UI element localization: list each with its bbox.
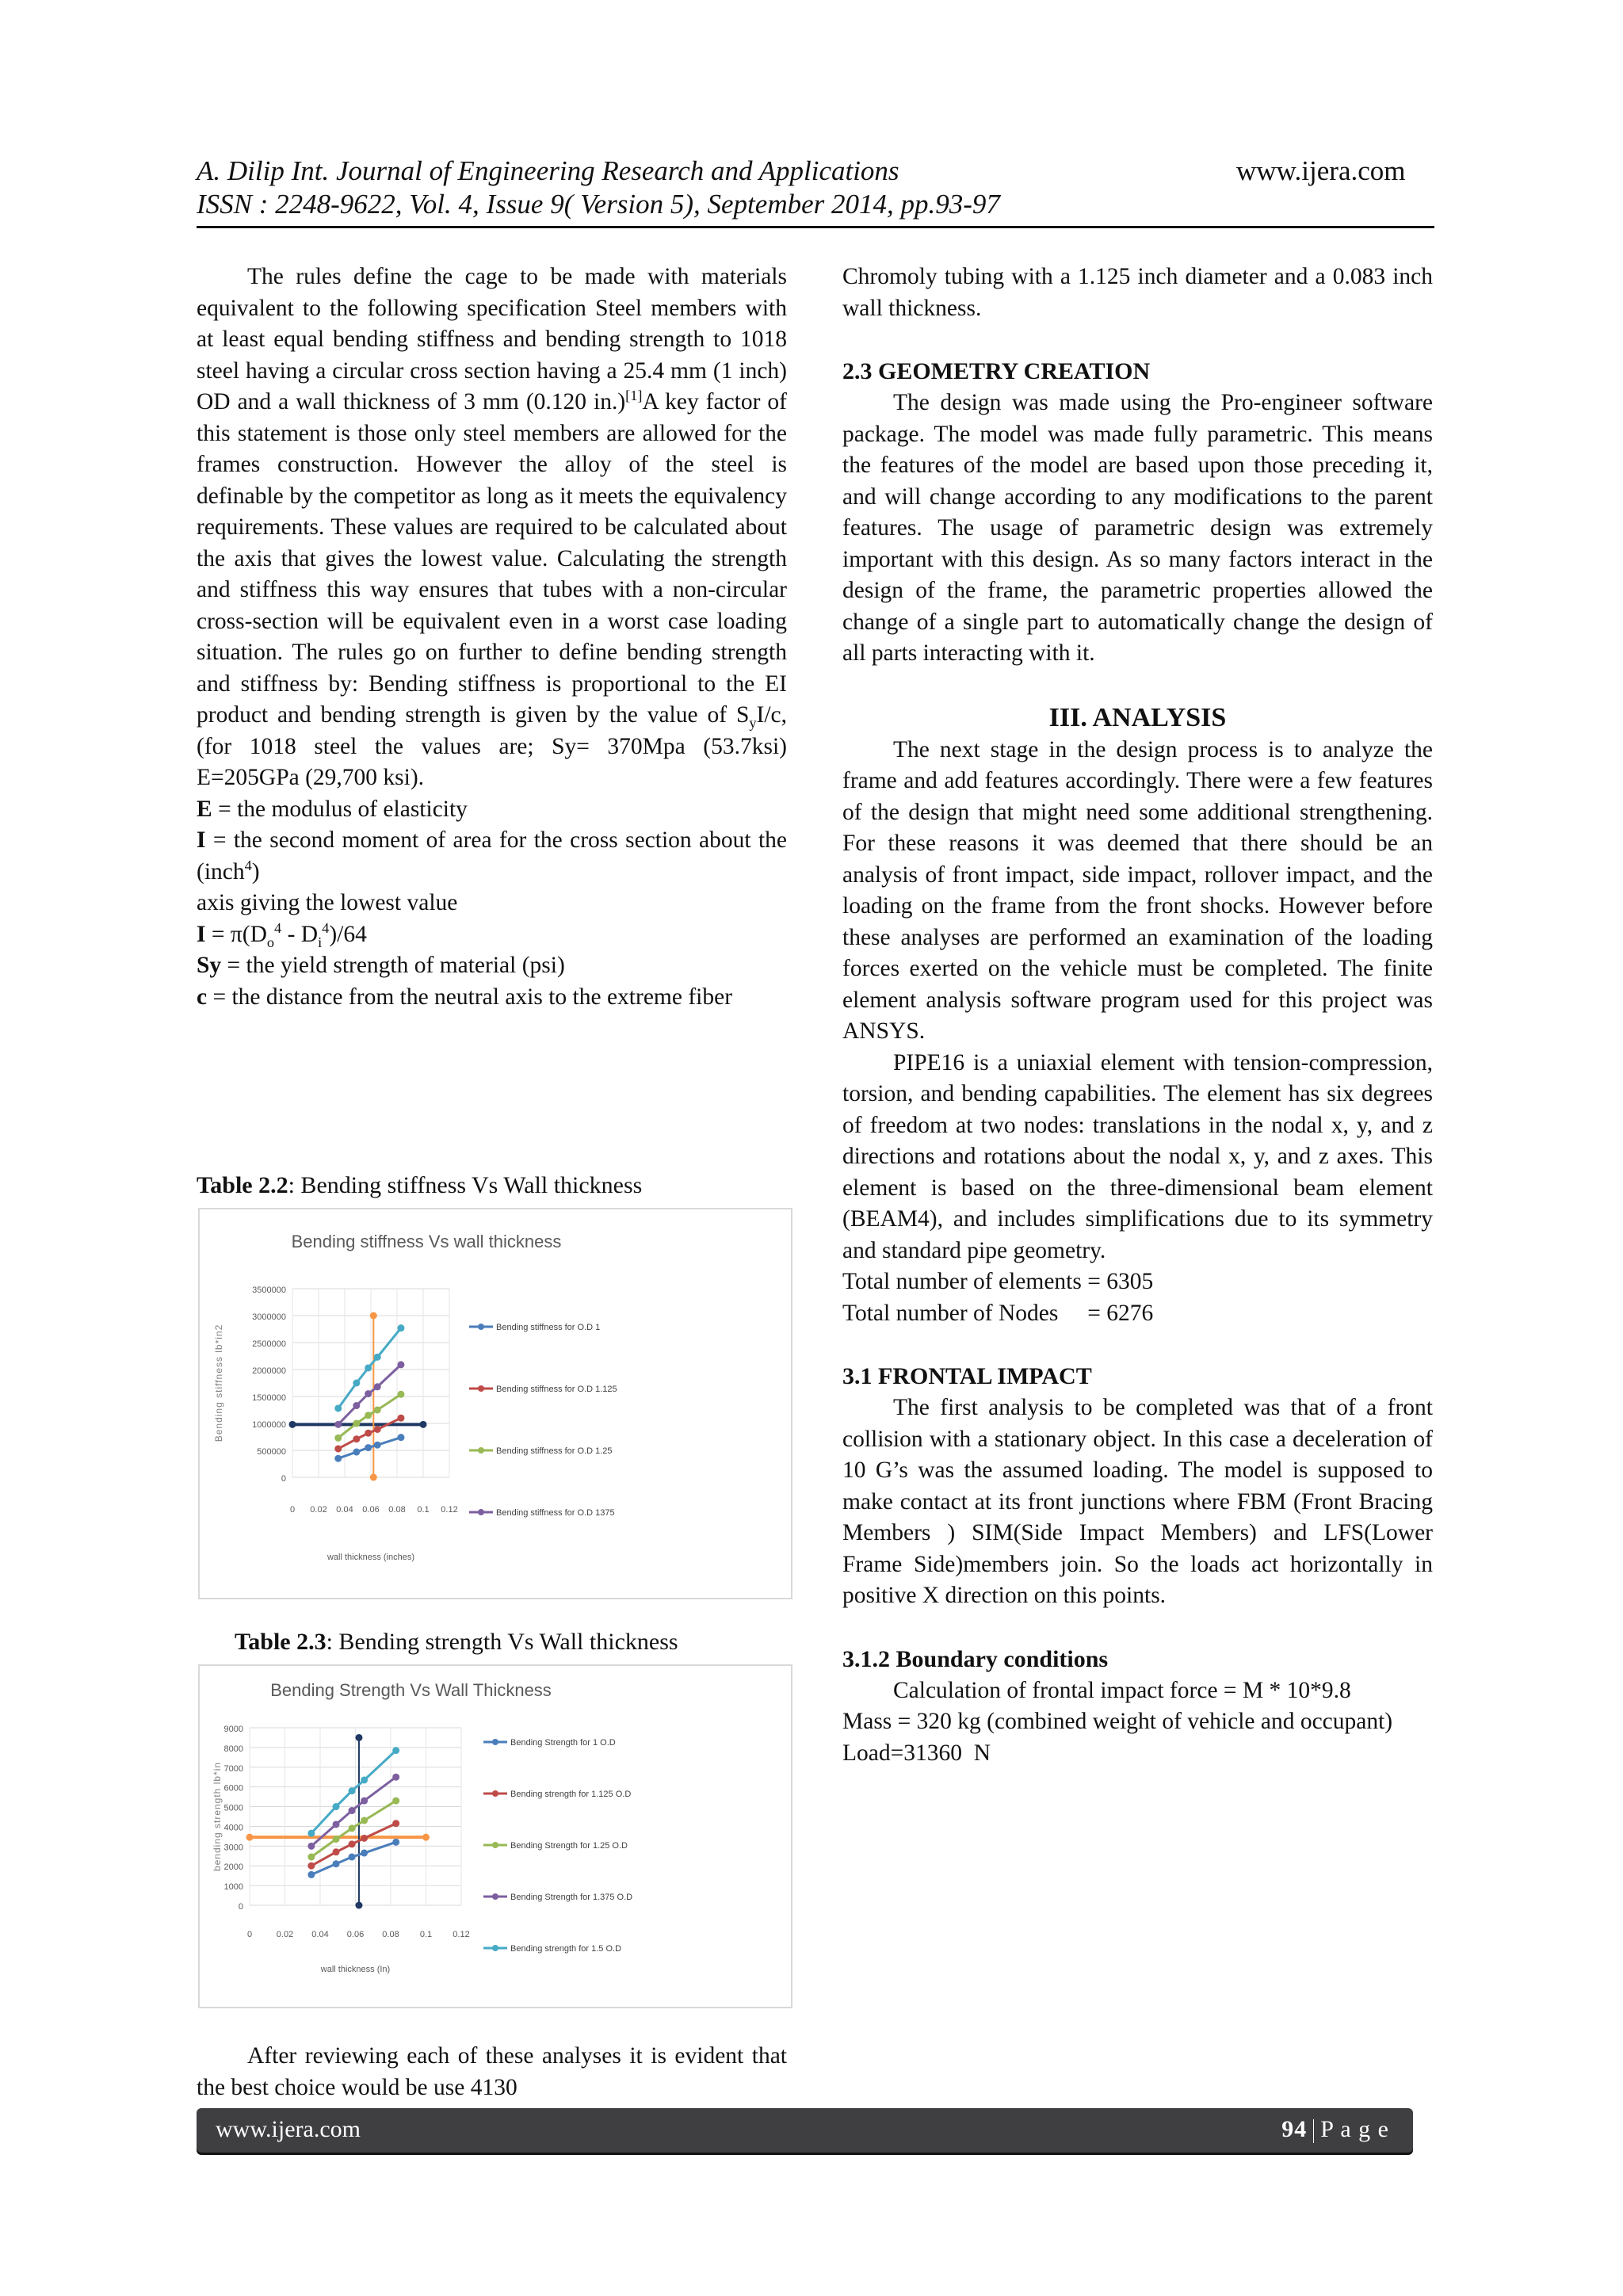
- section-3-1-body: The first analysis to be completed was that of a front collision with a stationary object. In this case a deceleration of 10 G’s was the assumed loading. The model is supposed to make contact at its front junctions where FBM (Front Bracing Members ) SIM(Side Impact Members) and LFS(Lower Frame Side)members join. So the loads act horizontally in positive X direction on this points.: [842, 1395, 1433, 1608]
- section-3-body: The next stage in the design process is to analyze the frame and add features accordingly. There were a few features of the design that might need some additional strengthening. For these reasons it was deemed that there should be an analysis of front impact, side impact, rollover impact, and the loading on the frame from the front shocks. However before these analyses are performed an examination of the loading forces exerted on the vehicle must be completed. The finite element analysis software program used for this project was ANSYS.: [842, 736, 1433, 1044]
- data-point: [361, 1835, 368, 1842]
- x-tick-label: 0.06: [346, 1930, 365, 1939]
- x-tick-label: 0: [246, 1930, 253, 1939]
- x-tick-label: 0.12: [453, 1930, 470, 1939]
- y-tick-label: 9000: [223, 1725, 243, 1734]
- legend-entry: Bending Strength for 1.375 O.D: [510, 1893, 633, 1902]
- y-tick-label: 3000: [223, 1843, 243, 1853]
- data-point: [334, 1455, 342, 1462]
- data-point: [392, 1839, 399, 1846]
- page-number: 94: [1281, 2116, 1308, 2142]
- closing-paragraph: After reviewing each of these analyses it is evident that the best choice would be use 4130: [197, 2043, 787, 2100]
- y-tick-label: 2500000: [252, 1339, 286, 1349]
- left-column: [197, 262, 787, 1013]
- data-point: [374, 1426, 381, 1433]
- y-tick-label: 3500000: [252, 1286, 286, 1295]
- data-point: [333, 1848, 340, 1855]
- y-axis-label: Bending stiffness lb*in2: [213, 1324, 224, 1442]
- x-tick-label: 0.02: [310, 1505, 327, 1515]
- data-point: [353, 1380, 360, 1387]
- citation-ref[interactable]: [1]: [625, 388, 643, 404]
- data-point: [333, 1860, 340, 1867]
- data-point: [365, 1444, 372, 1451]
- formula-i: $I = \pi(D_o^4 - D_i^4)/64$: [197, 919, 367, 950]
- x-axis-label: wall thickness (inches): [327, 1553, 415, 1562]
- calc-line: Calculation of frontal impact force = M * 10*9.8: [893, 1677, 1351, 1703]
- data-point: [353, 1449, 360, 1456]
- total-nodes: Total number of Nodes = 6276: [842, 1300, 1154, 1326]
- chart-title: Bending Strength Vs Wall Thickness: [270, 1680, 552, 1700]
- footer-page: [1281, 2116, 1389, 2143]
- y-tick-label: 1000000: [252, 1420, 286, 1430]
- load-line: Load=31360 N: [842, 1740, 991, 1766]
- y-tick-label: 8000: [223, 1744, 243, 1754]
- x-tick-label: 0.08: [388, 1505, 406, 1515]
- y-tick-label: 500000: [257, 1447, 286, 1457]
- y-axis-label: bending strength lb*in: [212, 1761, 223, 1872]
- chart-bending-strength: [198, 1664, 792, 2008]
- data-point: [334, 1421, 342, 1428]
- y-tick-label: 2000000: [252, 1366, 286, 1376]
- data-point: [365, 1364, 372, 1371]
- header-website: www.ijera.com: [1236, 155, 1406, 186]
- data-point: [374, 1442, 381, 1449]
- x-tick-label: 0.08: [382, 1930, 399, 1939]
- footer-website[interactable]: www.ijera.com: [216, 2116, 361, 2142]
- data-point: [397, 1391, 404, 1398]
- x-tick-label: 0.12: [441, 1505, 458, 1515]
- data-point: [353, 1402, 360, 1409]
- legend-entry: Bending Strength for 1 O.D: [510, 1738, 616, 1748]
- legend-entry: Bending stiffness for O.D 1375: [496, 1508, 615, 1518]
- legend-entry: Bending strength for 1.125 O.D: [510, 1790, 632, 1799]
- x-tick-label: 0.04: [336, 1505, 353, 1515]
- section-3-title: III. ANALYSIS: [1048, 702, 1227, 732]
- data-point: [307, 1843, 315, 1850]
- page-label: P a g e: [1320, 2116, 1389, 2142]
- definition-e: E = the modulus of elasticity: [197, 796, 468, 822]
- data-point: [349, 1824, 356, 1832]
- y-tick-label: 0: [281, 1474, 286, 1484]
- data-point: [361, 1797, 368, 1805]
- x-tick-label: 0.1: [417, 1505, 430, 1515]
- y-tick-label: 4000: [223, 1823, 243, 1833]
- data-point: [333, 1803, 340, 1810]
- definition-c: c = the distance from the neutral axis to the extreme fiber: [197, 984, 733, 1010]
- mass-line: Mass = 320 kg (combined weight of vehicle and occupant): [842, 1709, 1393, 1734]
- data-point: [307, 1871, 315, 1878]
- y-tick-label: 0: [238, 1902, 243, 1912]
- x-tick-label: 0: [289, 1505, 296, 1515]
- data-point: [333, 1836, 340, 1843]
- data-point: [365, 1390, 372, 1397]
- y-tick-label: 7000: [223, 1763, 243, 1774]
- data-point: [374, 1383, 381, 1390]
- data-point: [353, 1435, 360, 1442]
- section-3-1-title: 3.1 FRONTAL IMPACT: [842, 1363, 1092, 1389]
- y-tick-label: 1500000: [252, 1393, 286, 1403]
- data-point: [307, 1854, 315, 1861]
- total-elements: Total number of elements = 6305: [842, 1269, 1154, 1294]
- journal-title: A. Dilip Int. Journal of Engineering Research and Applications: [197, 155, 899, 186]
- data-point: [374, 1407, 381, 1414]
- x-axis-label: wall thickness (In): [320, 1965, 391, 1974]
- data-point: [392, 1797, 399, 1805]
- legend-entry: Bending strength for 1.5 O.D: [510, 1944, 622, 1954]
- data-point: [333, 1820, 340, 1828]
- header-rule: [197, 226, 1434, 228]
- footer-bar: [197, 2108, 1413, 2153]
- x-tick-label: 0.04: [311, 1930, 329, 1939]
- definition-i: I = the second moment of area for the cross section about the (inch$^4$): [197, 827, 787, 884]
- chart-2-svg: [200, 1666, 791, 2007]
- data-point: [307, 1830, 315, 1837]
- data-point: [353, 1420, 360, 1427]
- data-point: [349, 1840, 356, 1847]
- data-point: [392, 1747, 399, 1754]
- data-point: [361, 1776, 368, 1783]
- data-point: [397, 1434, 404, 1441]
- pipe16-body: PIPE16 is a uniaxial element with tension-compression, torsion, and bending capabilities. The element has six degrees of freedom at two nodes: translations in the nodal x, y, and z directions and rotations about the nodal x, y, and z axes. This element is based on the three-dimensional beam element (BEAM4), and includes simplifications due to its symmetry and standard pipe geometry.: [842, 1049, 1433, 1263]
- data-point: [334, 1445, 342, 1452]
- data-point: [397, 1415, 404, 1422]
- issn-line: ISSN : 2248-9622, Vol. 4, Issue 9( Version 5), September 2014, pp.93-97: [197, 189, 1000, 220]
- y-tick-label: 3000000: [252, 1312, 286, 1322]
- x-tick-label: 0.02: [276, 1930, 294, 1939]
- y-tick-label: 6000: [223, 1783, 243, 1794]
- data-point: [361, 1850, 368, 1857]
- data-point: [361, 1817, 368, 1824]
- data-point: [374, 1354, 381, 1361]
- x-tick-label: 0.1: [419, 1930, 433, 1939]
- data-point: [349, 1787, 356, 1794]
- legend-entry: Bending stiffness for O.D 1.125: [496, 1385, 617, 1394]
- section-3-1-2-title: 3.1.2 Boundary conditions: [842, 1645, 1109, 1672]
- data-point: [349, 1854, 356, 1861]
- legend-entry: Bending stiffness for O.D 1.25: [496, 1446, 613, 1456]
- footer-separator: [1313, 2119, 1314, 2143]
- table-2-2-caption: Table 2.2: Bending stiffness Vs Wall thickness: [197, 1172, 643, 1198]
- y-tick-label: 2000: [223, 1862, 243, 1873]
- data-point: [365, 1430, 372, 1437]
- table-2-3-caption: Table 2.3: Bending strength Vs Wall thickness: [235, 1629, 678, 1655]
- chart-title: Bending stiffness Vs wall thickness: [291, 1232, 562, 1251]
- section-2-3-title: 2.3 GEOMETRY CREATION: [842, 358, 1151, 384]
- section-2-3-body: The design was made using the Pro-engineer software package. The model was made fully parametric. This means the features of the model are based upon those preceding it, and will change according to any modifications to the parent features. The usage of parametric design was extremely important with this design. As so many factors interact in the design of the frame, the parametric properties allowed the change of a single part to automatically change the design of all parts interacting with it.: [842, 390, 1433, 666]
- data-point: [397, 1361, 404, 1368]
- data-point: [392, 1774, 399, 1781]
- definition-sy: Sy = the yield strength of material (psi): [197, 953, 565, 978]
- data-point: [365, 1412, 372, 1419]
- definition-axis: axis giving the lowest value: [197, 890, 458, 915]
- chart-bending-stiffness: [198, 1208, 792, 1599]
- data-point: [334, 1435, 342, 1442]
- y-tick-label: 1000: [223, 1882, 243, 1893]
- chart-1-svg: [200, 1209, 791, 1598]
- data-point: [392, 1820, 399, 1827]
- legend-entry: Bending stiffness for O.D 1: [496, 1323, 601, 1332]
- data-point: [334, 1404, 342, 1412]
- y-tick-label: 5000: [223, 1803, 243, 1813]
- data-point: [307, 1862, 315, 1870]
- legend-entry: Bending Strength for 1.25 O.D: [510, 1841, 628, 1851]
- continuation-text: Chromoly tubing with a 1.125 inch diameter and a 0.083 inch wall thickness.: [842, 264, 1433, 321]
- data-point: [349, 1807, 356, 1814]
- data-point: [397, 1324, 404, 1331]
- intro-paragraph: The rules define the cage to be made with materials equivalent to the following specification Steel members with at least equal bending stiffness and bending strength to 1018 steel having a circular cross section having a 25.4 mm (1 inch) OD and a wall thickness of 3 mm (0.120 in.)[1]A key factor of this statement is those only steel members are allowed for the frames construction. However the alloy of the steel is definable by the competitor as long as it meets the equivalency requirements. These values are required to be calculated about the axis that gives the lowest value. Calculating the strength and stiffness this way ensures that tubes with a non-circular cross-section will be equivalent even in a worst case loading situation. The rules go on further to define bending strength and stiffness by: Bending stiffness is proportional to the EI product and bending strength is given by the value of $S_yI/c$, (for 1018 steel the values are; Sy= 370Mpa (53.7ksi) E=205GPa (29,700 ksi).: [197, 264, 787, 790]
- right-column: [842, 262, 1433, 1769]
- x-tick-label: 0.06: [362, 1505, 380, 1515]
